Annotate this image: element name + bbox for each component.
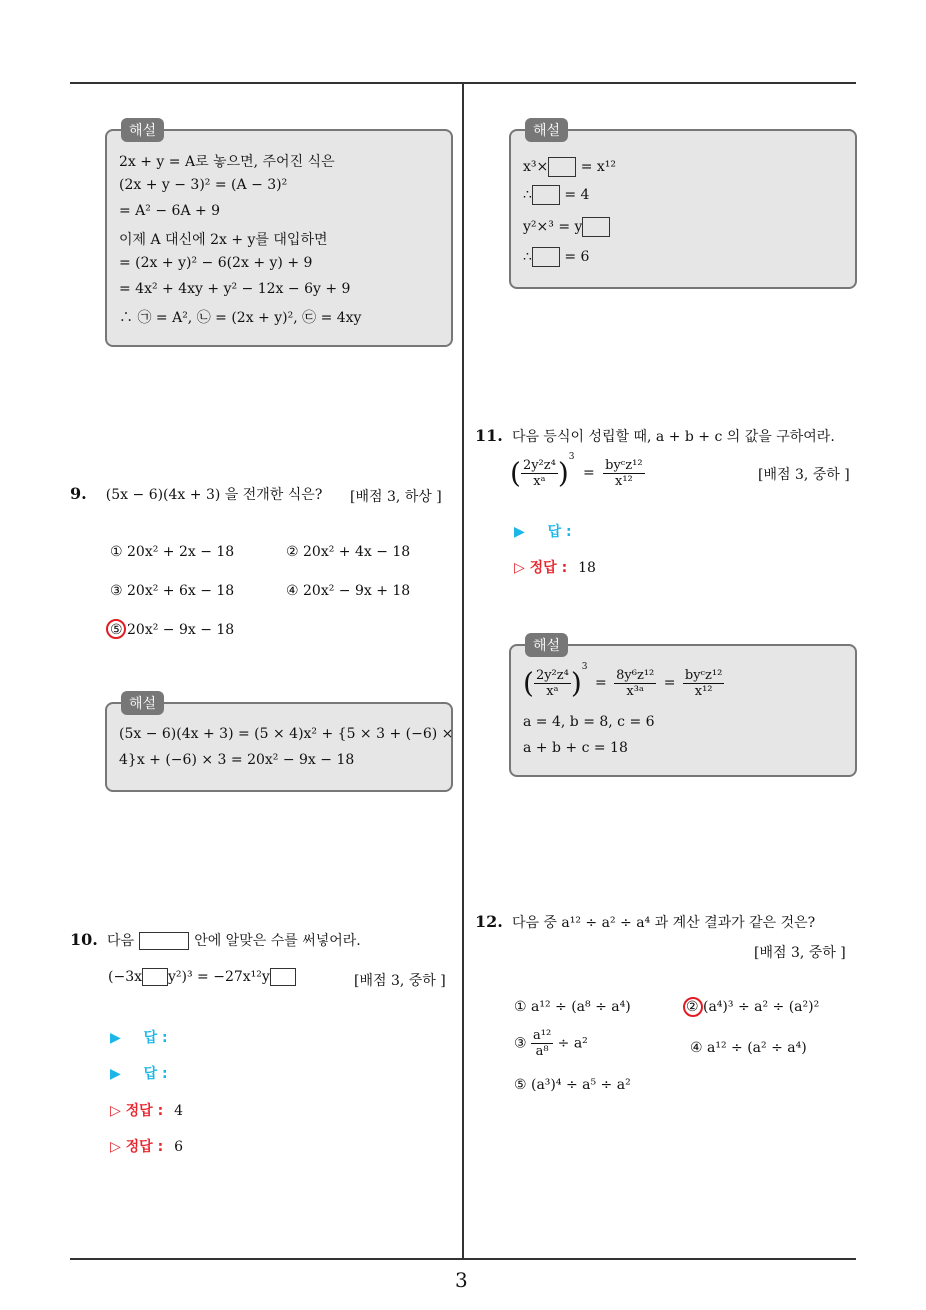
q12-opt3-frac [531, 1028, 553, 1059]
sol10-text: = 4 [564, 187, 590, 203]
sol10-text: x³× [523, 159, 549, 175]
q10-answer-row-1 [110, 1027, 168, 1047]
sol10-text: = x¹² [580, 159, 617, 175]
answer-icon: ▶ [514, 524, 525, 540]
q11-equation [510, 452, 645, 490]
q10-text-after: 안에 알맞은 수를 써넣어라. [194, 933, 361, 949]
sol9-line-2: 4}x + (−6) × 3 = 20x² − 9x − 18 [119, 752, 355, 768]
sol11-rhs-frac [683, 668, 724, 699]
q11-correct-row [514, 557, 596, 577]
q12-option-2[interactable]: ② (a⁴)³ ÷ a² ÷ (a²)² [686, 999, 820, 1015]
correct-label: 정답 : [125, 1139, 164, 1155]
sol11-line-2: a = 4, b = 8, c = 6 [523, 714, 655, 730]
q9-number: 9. [70, 484, 87, 503]
sol10-text: y²×³ = y [523, 219, 583, 235]
answer-label: 답 : [547, 524, 572, 540]
q10-correct-row-1 [110, 1100, 183, 1120]
q9-option-3[interactable]: ③ 20x² + 6x − 18 [110, 583, 235, 599]
sol8-line-7: ∴ ㉠ = A², ㉡ = (2x + y)², ㉢ = 4xy [119, 310, 362, 326]
q12-option-5[interactable]: ⑤ (a³)⁴ ÷ a⁵ ÷ a² [514, 1077, 631, 1093]
q11-lhs-num: 2y²z⁴ [522, 457, 556, 473]
sol11-mid-frac [614, 668, 656, 699]
answer-label: 답 : [143, 1066, 168, 1082]
sol8-line-6: = 4x² + 4xy + y² − 12x − 6y + 9 [119, 281, 351, 297]
q10-blank-box [139, 932, 189, 950]
q11-rhs-num: byᶜz¹² [605, 457, 643, 473]
q9-option-4[interactable]: ④ 20x² − 9x + 18 [286, 583, 411, 599]
q11-exp: 3 [568, 452, 575, 462]
sol11-rhs-num: byᶜz¹² [684, 667, 723, 683]
sol11-rhs-den: x¹² [694, 683, 713, 699]
q11-text: 다음 등식이 성립할 때, a + b + c 의 값을 구하여라. [511, 429, 835, 445]
sol8-line-1: 2x + y = A로 놓으면, 주어진 식은 [119, 154, 335, 170]
q10-eq-left: (−3x [108, 969, 142, 985]
q9-option-2[interactable]: ② 20x² + 4x − 18 [286, 544, 411, 560]
sol10-line-2 [523, 185, 589, 205]
sol11-mid-num: 8y⁶z¹² [616, 667, 655, 683]
q10-points: [배점 3, 중하 ] [354, 973, 446, 989]
correct-label: 정답 : [125, 1103, 164, 1119]
sol10-text: = 6 [564, 249, 590, 265]
column-divider [462, 82, 464, 1259]
q9-points: [배점 3, 하상 ] [350, 489, 442, 505]
q11-points: [배점 3, 중하 ] [758, 467, 850, 483]
sol11-mid-den: x³ᵃ [626, 683, 644, 699]
q12-option-3[interactable] [514, 1028, 588, 1059]
q9-text: (5x − 6)(4x + 3) 을 전개한 식은? [105, 487, 323, 503]
q12-selected-mark [683, 997, 703, 1017]
question-10 [70, 930, 361, 950]
answer-icon: ▶ [110, 1066, 121, 1082]
q12-option-1[interactable]: ① a¹² ÷ (a⁸ ÷ a⁴) [514, 999, 631, 1015]
solution-box-q9 [105, 696, 454, 792]
question-11 [475, 426, 835, 446]
q9-option-5[interactable]: ⑤ 20x² − 9x − 18 [110, 622, 235, 638]
solution-tag: 해설 [121, 691, 164, 715]
q12-points: [배점 3, 중하 ] [754, 945, 846, 961]
q10-eq-box-2 [270, 968, 296, 986]
sol11-line-3: a + b + c = 18 [523, 740, 628, 756]
solution-box-q11 [509, 638, 857, 777]
q12-opt3-num: a¹² [533, 1028, 552, 1043]
q12-opt3-rest: ÷ a² [557, 1035, 588, 1052]
sol10-box [532, 185, 560, 205]
q12-text: 다음 중 a¹² ÷ a² ÷ a⁴ 과 계산 결과가 같은 것은? [511, 915, 816, 931]
bottom-rule [70, 1258, 856, 1260]
paren-close: ) [570, 666, 582, 700]
correct-icon: ▷ [110, 1139, 121, 1155]
solution-tag: 해설 [525, 633, 568, 657]
q10-correct-row-2 [110, 1136, 183, 1156]
solution-tag: 해설 [525, 118, 568, 142]
sol10-box [532, 247, 560, 267]
sol10-text: ∴ [523, 249, 532, 265]
solution-box-q8 [105, 123, 453, 347]
sol10-line-4 [523, 247, 589, 267]
sol10-line-3 [523, 217, 610, 237]
equals: = [582, 465, 595, 481]
page-number: 3 [455, 1268, 468, 1292]
q11-correct-value: 18 [578, 560, 596, 576]
sol11-lhs-frac [534, 668, 571, 699]
paren-close: ) [557, 456, 569, 490]
q12-option-4[interactable]: ④ a¹² ÷ (a² ÷ a⁴) [690, 1040, 807, 1056]
q10-equation [108, 968, 296, 986]
sol10-box [548, 157, 576, 177]
q10-eq-mid: y²)³ = −27x¹²y [168, 969, 270, 985]
equals: = [663, 675, 676, 691]
sol11-line-1 [523, 662, 724, 700]
q12-opt3-den: a⁸ [535, 1044, 549, 1059]
sol10-line-1 [523, 157, 616, 177]
sol10-text: ∴ [523, 187, 532, 203]
solution-tag: 해설 [121, 118, 164, 142]
sol8-line-5: = (2x + y)² − 6(2x + y) + 9 [119, 255, 313, 271]
answer-label: 답 : [143, 1030, 168, 1046]
q12-number: 12. [475, 912, 503, 931]
solution-box-q10 [509, 123, 857, 289]
q11-lhs-frac [521, 458, 558, 489]
paren-open: ( [523, 666, 534, 700]
answer-icon: ▶ [110, 1030, 121, 1046]
q9-selected-mark [106, 619, 126, 639]
sol11-exp: 3 [581, 662, 588, 672]
sol8-line-2: (2x + y − 3)² = (A − 3)² [119, 177, 288, 193]
sol8-line-4: 이제 A 대신에 2x + y를 대입하면 [119, 232, 328, 248]
question-12 [475, 912, 815, 932]
q10-answer-row-2 [110, 1063, 168, 1083]
sol11-lhs-den: xᵃ [546, 683, 559, 699]
question-9 [70, 484, 322, 504]
q11-rhs-frac [603, 458, 644, 489]
q11-number: 11. [475, 426, 503, 445]
q10-eq-box-1 [142, 968, 168, 986]
q9-option-1[interactable]: ① 20x² + 2x − 18 [110, 544, 235, 560]
q11-lhs-den: xᵃ [533, 473, 546, 489]
q12-opt3-label: ③ [514, 1035, 527, 1052]
correct-icon: ▷ [514, 560, 525, 576]
correct-label: 정답 : [529, 560, 568, 576]
q11-answer-row [514, 521, 572, 541]
sol8-line-3: = A² − 6A + 9 [119, 203, 221, 219]
q11-rhs-den: x¹² [614, 473, 633, 489]
paren-open: ( [510, 456, 521, 490]
q10-correct-value-1: 4 [174, 1103, 183, 1119]
correct-icon: ▷ [110, 1103, 121, 1119]
q10-text-before: 다음 [106, 933, 134, 949]
q10-number: 10. [70, 930, 98, 949]
sol11-lhs-num: 2y²z⁴ [535, 667, 569, 683]
equals: = [594, 675, 607, 691]
q10-correct-value-2: 6 [174, 1139, 183, 1155]
sol10-box [582, 217, 610, 237]
sol9-line-1: (5x − 6)(4x + 3) = (5 × 4)x² + {5 × 3 + (−6) × [119, 726, 454, 742]
